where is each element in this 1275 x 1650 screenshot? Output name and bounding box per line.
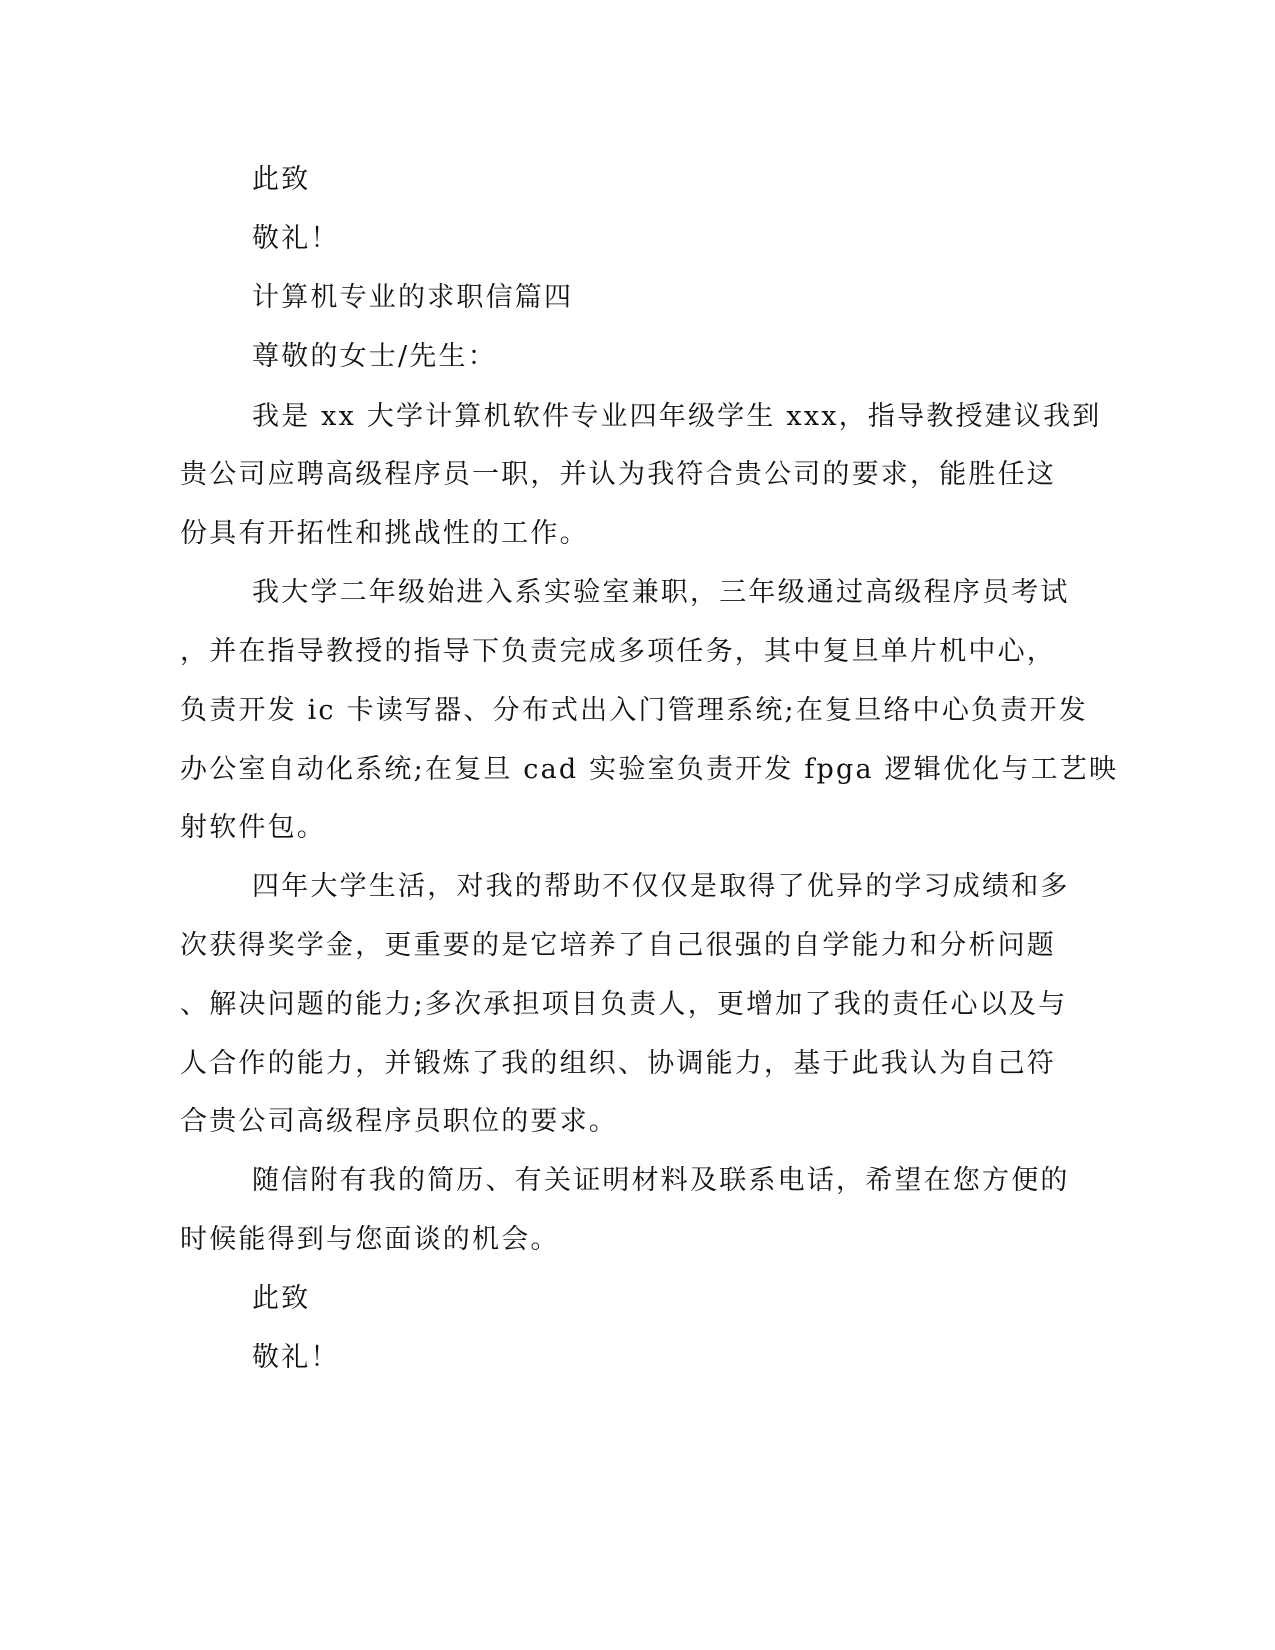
paragraph-2-line-3: 负责开发 ic 卡读写器、分布式出入门管理系统;在复旦络中心负责开发	[180, 695, 1088, 726]
paragraph-2-line-2: ，并在指导教授的指导下负责完成多项任务，其中复旦单片机中心，	[180, 636, 1056, 667]
paragraph-3-line-3: 、解决问题的能力;多次承担项目负责人，更增加了我的责任心以及与	[180, 989, 1068, 1020]
paragraph-4-line-1: 随信附有我的简历、有关证明材料及联系电话，希望在您方便的	[252, 1165, 1070, 1196]
greeting-line: 尊敬的女士/先生：	[252, 341, 497, 372]
paragraph-2-line-5: 射软件包。	[180, 812, 326, 843]
section-title: 计算机专业的求职信篇四	[252, 282, 574, 313]
salutation-closing-2: 敬礼！	[252, 1342, 340, 1373]
paragraph-2-line-1: 我大学二年级始进入系实验室兼职，三年级通过高级程序员考试	[252, 577, 1070, 608]
paragraph-2-line-4: 办公室自动化系统;在复旦 cad 实验室负责开发 fpga 逻辑优化与工艺映	[180, 754, 1119, 785]
closing-line-2: 此致	[252, 1283, 311, 1314]
paragraph-3-line-2: 次获得奖学金，更重要的是它培养了自己很强的自学能力和分析问题	[180, 930, 1056, 961]
paragraph-4-line-2: 时候能得到与您面谈的机会。	[180, 1224, 560, 1255]
salutation-closing: 敬礼！	[252, 223, 340, 254]
paragraph-3-line-4: 人合作的能力，并锻炼了我的组织、协调能力，基于此我认为自己符	[180, 1048, 1056, 1079]
paragraph-1-line-2: 贵公司应聘高级程序员一职，并认为我符合贵公司的要求，能胜任这	[180, 459, 1056, 490]
paragraph-1-line-3: 份具有开拓性和挑战性的工作。	[180, 518, 589, 549]
closing-line: 此致	[252, 164, 311, 195]
paragraph-3-line-5: 合贵公司高级程序员职位的要求。	[180, 1106, 618, 1137]
paragraph-1-line-1: 我是 xx 大学计算机软件专业四年级学生 xxx，指导教授建议我到	[252, 401, 1102, 432]
paragraph-3-line-1: 四年大学生活，对我的帮助不仅仅是取得了优异的学习成绩和多	[252, 871, 1070, 902]
